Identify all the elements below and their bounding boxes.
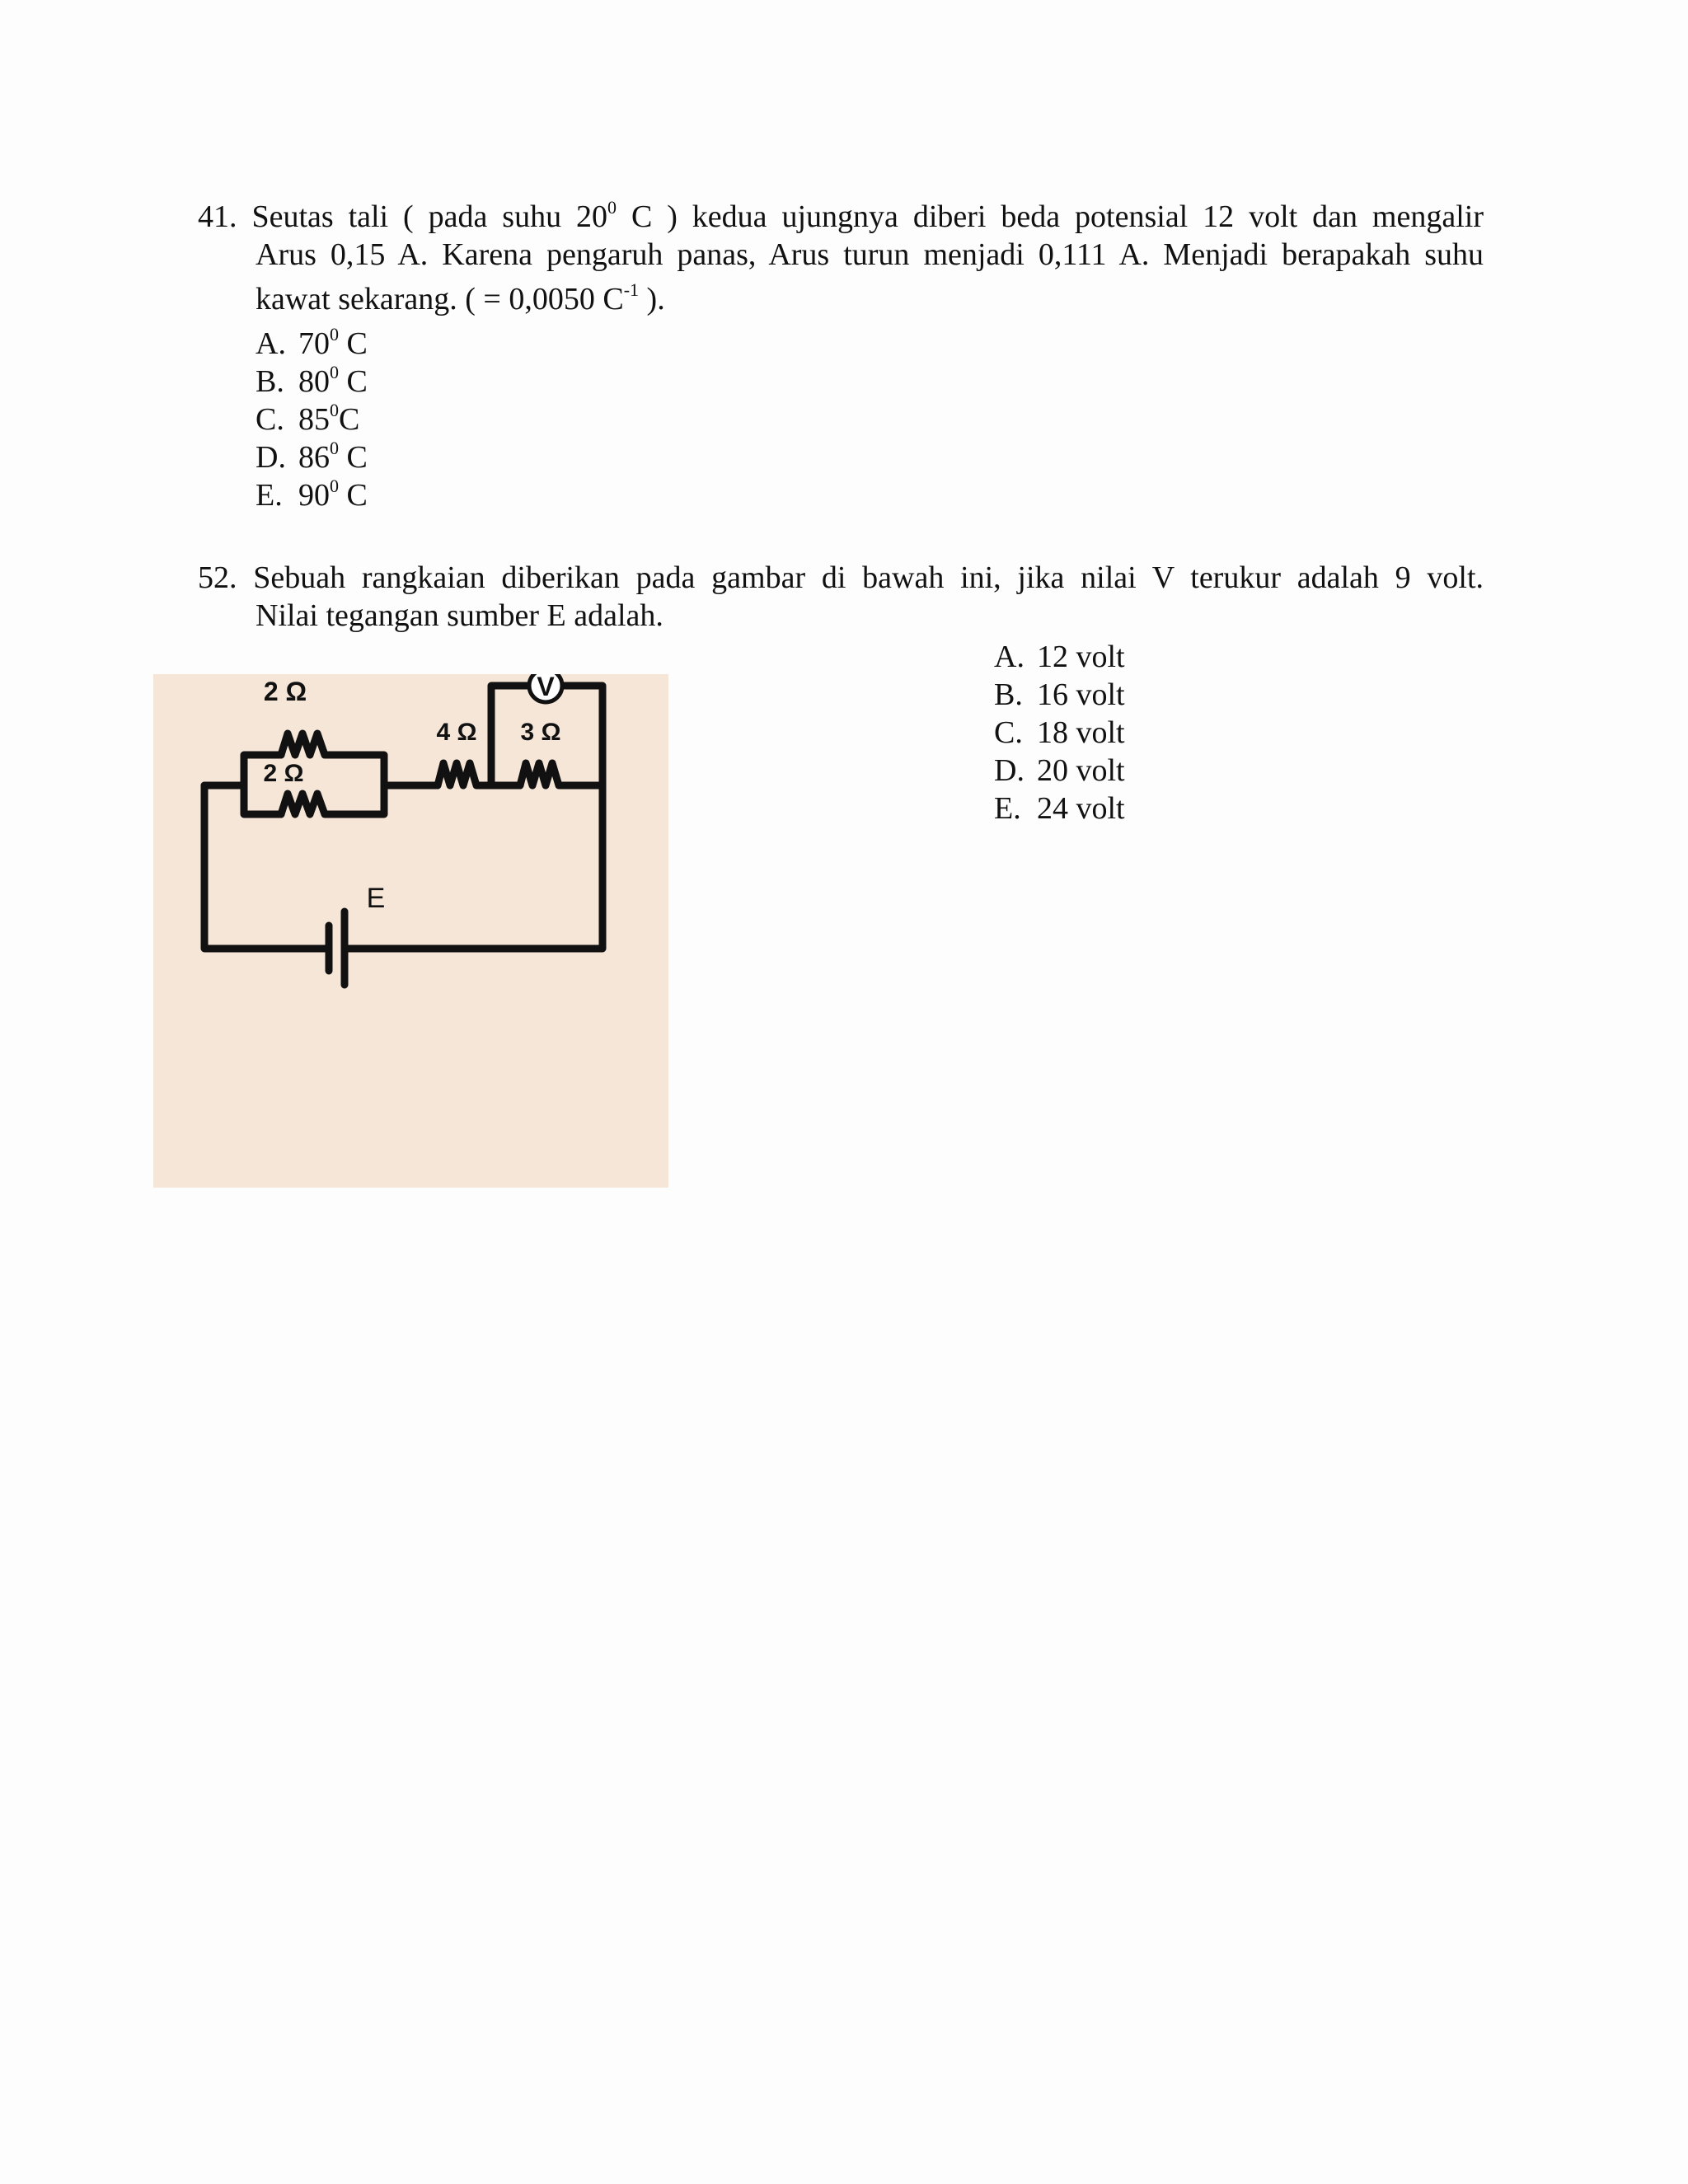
q52-option-c[interactable]: C. 18 volt xyxy=(994,715,1125,750)
q52-option-a[interactable]: A. 12 volt xyxy=(994,640,1125,674)
q41-number: 41. xyxy=(198,199,237,234)
q41-options xyxy=(198,325,1484,514)
q41-option-a[interactable]: A. $70^0$ C xyxy=(256,324,368,361)
label-r3: 4 Ω xyxy=(436,719,477,746)
q52-line-1: 52. Sebuah rangkaian diberikan pada gambar di bawah ini, jika nilai V terukur adalah 9 volt. xyxy=(198,560,1484,595)
voltmeter-label: V xyxy=(537,674,555,701)
q41-option-e[interactable]: E. $90^0$ C xyxy=(256,476,368,513)
q41-line-3: kawat sekarang. ( = 0,0050 $C^{-1}$ ). xyxy=(256,279,665,316)
label-r4: 3 Ω xyxy=(520,719,561,746)
circuit-background xyxy=(153,674,668,1188)
label-r1: 2 Ω xyxy=(263,677,307,706)
question-41 xyxy=(198,198,1484,514)
label-r2: 2 Ω xyxy=(263,760,304,787)
q41-option-d[interactable]: D. $86^0$ C xyxy=(256,438,368,475)
q52-option-b[interactable]: B. 16 volt xyxy=(994,677,1125,712)
q41-option-c[interactable]: C. $85^0C$ xyxy=(256,400,360,437)
q41-line-2: Arus 0,15 A. Karena pengaruh panas, Arus turun menjadi 0,111 A. Menjadi berapakah suhu xyxy=(256,237,1484,272)
q52-option-e[interactable]: E. 24 volt xyxy=(994,791,1125,826)
q52-line-2: Nilai tegangan sumber E adalah. xyxy=(256,598,663,633)
label-source: E xyxy=(366,883,386,914)
question-52 xyxy=(198,559,1484,635)
q41-option-b[interactable]: B. $80^0$ C xyxy=(256,362,368,399)
q52-number: 52. xyxy=(198,560,237,595)
q41-line-1: 41. Seutas tali ( pada suhu $20^0$ C ) kedua ujungnya diberi beda potensial 12 volt dan mengalir xyxy=(198,197,1484,234)
circuit-diagram xyxy=(153,674,668,1188)
q52-option-d[interactable]: D. 20 volt xyxy=(994,753,1125,788)
q52-options xyxy=(994,638,1125,827)
